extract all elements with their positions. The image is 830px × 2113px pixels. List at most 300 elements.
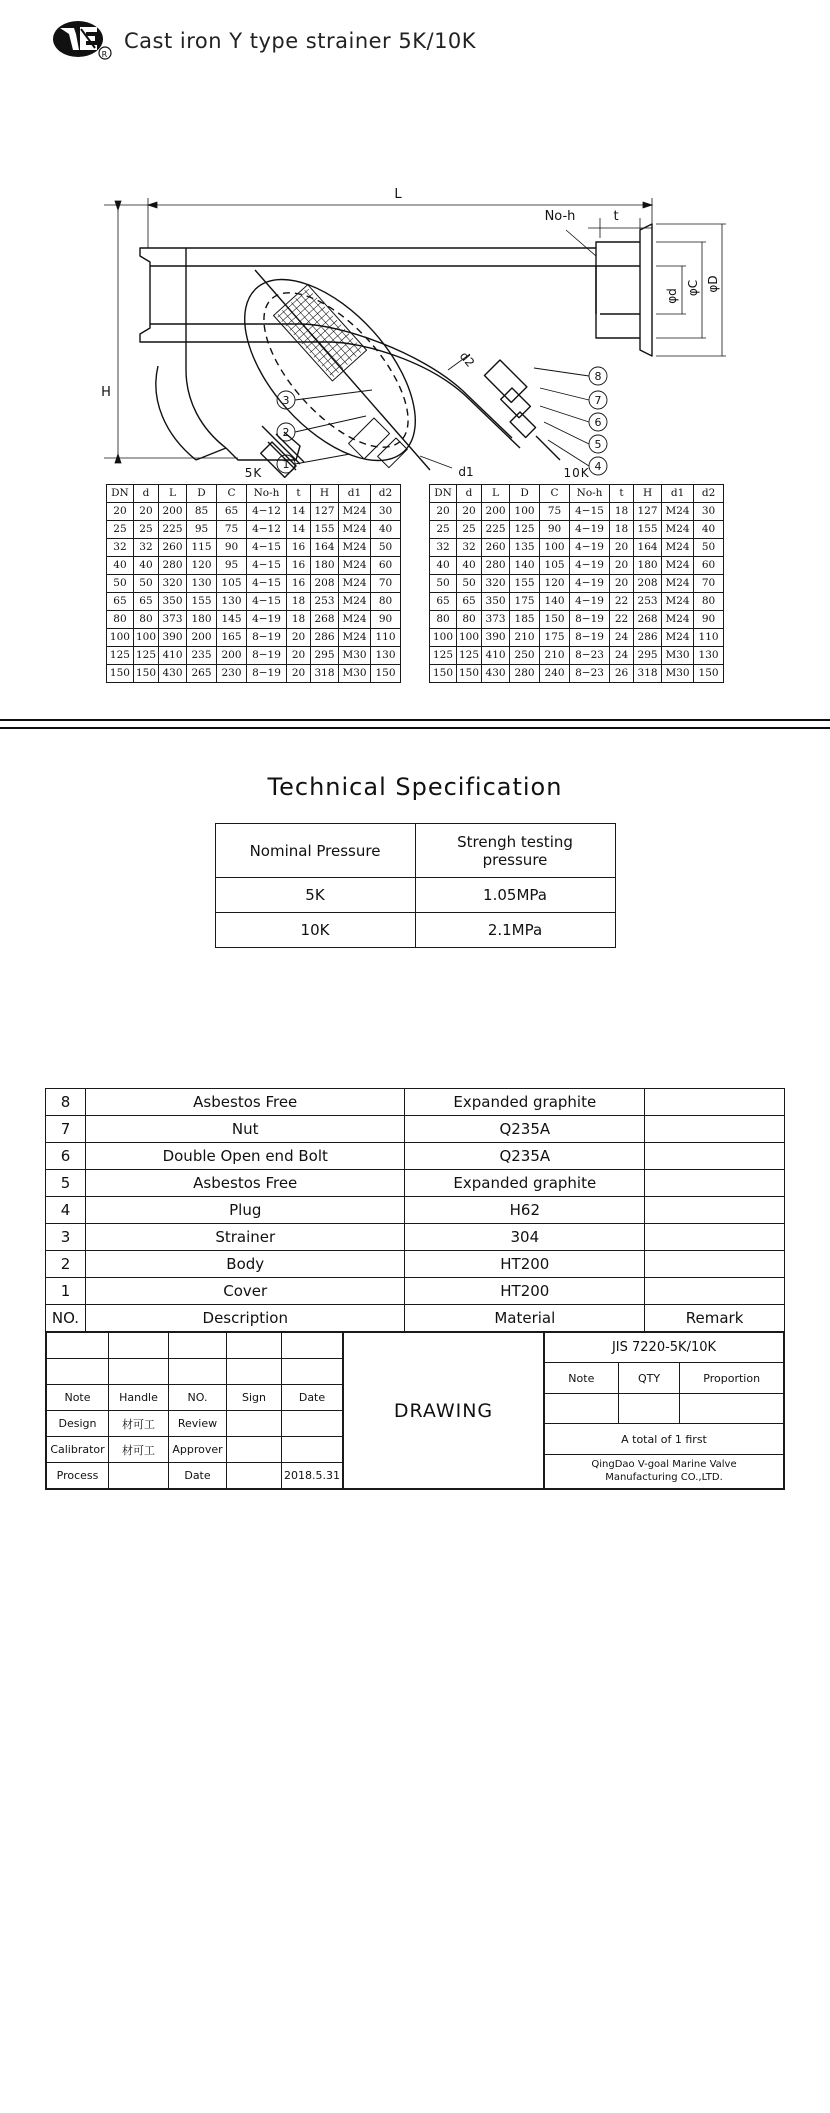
company-line-1: QingDao V-goal Marine Valve <box>591 1459 737 1471</box>
cell: 26 <box>610 665 634 683</box>
cell: 100 <box>457 629 482 647</box>
cell: 32 <box>430 539 457 557</box>
cell: 100 <box>106 629 133 647</box>
table-row <box>430 629 724 647</box>
col-header: No-h <box>570 485 610 503</box>
cell: 135 <box>510 539 540 557</box>
tb-right-header-proportion: Proportion <box>680 1363 784 1393</box>
col-header: C <box>217 485 247 503</box>
tb-right-header-qty: QTY <box>618 1363 680 1393</box>
cell: 253 <box>634 593 662 611</box>
cell: 4−12 <box>247 503 287 521</box>
svg-text:2: 2 <box>282 426 290 439</box>
tb-right-blank-row <box>545 1393 784 1423</box>
cell: 265 <box>187 665 217 683</box>
cell: 280 <box>159 557 187 575</box>
cell: 4−19 <box>247 611 287 629</box>
tb-handle: 材可工 <box>109 1411 169 1437</box>
svg-text:No-h: No-h <box>544 209 576 224</box>
cell: 18 <box>610 503 634 521</box>
bom-header-row <box>46 1305 785 1332</box>
cell: 140 <box>540 593 570 611</box>
cell: 155 <box>634 521 662 539</box>
svg-text:φC: φC <box>686 279 700 297</box>
cell: M24 <box>339 539 371 557</box>
cell: 80 <box>371 593 401 611</box>
cell: 4−19 <box>570 575 610 593</box>
bom-remark <box>645 1224 785 1251</box>
cell: M24 <box>662 521 694 539</box>
tb-col-header-sign: Sign <box>227 1385 282 1411</box>
cell: 80 <box>133 611 158 629</box>
tb-blank-cell <box>47 1333 109 1359</box>
cell: 50 <box>371 539 401 557</box>
cell: 373 <box>482 611 510 629</box>
cell: 20 <box>287 665 311 683</box>
cell: 4−19 <box>570 521 610 539</box>
cell: M24 <box>339 593 371 611</box>
cell: 200 <box>482 503 510 521</box>
cell: 95 <box>217 557 247 575</box>
col-header: d <box>133 485 158 503</box>
cell: 16 <box>287 539 311 557</box>
cell: 8−23 <box>570 665 610 683</box>
tb-col-header-date: Date <box>282 1385 343 1411</box>
cell: 100 <box>430 629 457 647</box>
cell: 373 <box>159 611 187 629</box>
page-title: Cast iron Y type strainer 5K/10K <box>124 29 477 53</box>
bom-row <box>46 1089 785 1116</box>
cell: 150 <box>540 611 570 629</box>
bom-row <box>46 1143 785 1170</box>
cell: M24 <box>662 629 694 647</box>
bom-row <box>46 1197 785 1224</box>
dimension-table-10k <box>429 466 724 683</box>
cell: M24 <box>662 611 694 629</box>
bom-remark <box>645 1197 785 1224</box>
cell: 18 <box>287 611 311 629</box>
tb-total-row <box>545 1424 784 1454</box>
cell: 40 <box>694 521 724 539</box>
cell: 268 <box>634 611 662 629</box>
cell: 100 <box>540 539 570 557</box>
bom-material: HT200 <box>405 1251 645 1278</box>
cell: 110 <box>694 629 724 647</box>
cell: 127 <box>634 503 662 521</box>
table-row <box>430 593 724 611</box>
cell: 65 <box>217 503 247 521</box>
tb-col-header-handle: Handle <box>109 1385 169 1411</box>
cell: M24 <box>662 593 694 611</box>
cell: M30 <box>662 665 694 683</box>
cell: 22 <box>610 611 634 629</box>
cell: 65 <box>430 593 457 611</box>
svg-text:H: H <box>101 385 111 400</box>
cell: 40 <box>371 521 401 539</box>
cell: 20 <box>106 503 133 521</box>
spec-header-row <box>215 824 615 878</box>
cell: 105 <box>540 557 570 575</box>
cell: 225 <box>159 521 187 539</box>
cell: 125 <box>510 521 540 539</box>
cell: 210 <box>540 647 570 665</box>
spec-cell: 5K <box>215 878 415 913</box>
page-header <box>0 0 830 70</box>
cell: 4−15 <box>247 575 287 593</box>
cell: 150 <box>694 665 724 683</box>
tb-row-process <box>47 1463 343 1489</box>
svg-text:1: 1 <box>282 458 290 471</box>
cell: M24 <box>339 611 371 629</box>
svg-text:φd: φd <box>665 288 679 304</box>
cell: 164 <box>634 539 662 557</box>
bill-of-materials-section <box>0 948 830 1490</box>
cell: 25 <box>106 521 133 539</box>
title-block <box>45 1332 785 1490</box>
cell: 390 <box>482 629 510 647</box>
cell: 90 <box>694 611 724 629</box>
cell: 155 <box>187 593 217 611</box>
cell: 18 <box>287 593 311 611</box>
bom-col-header: Description <box>85 1305 405 1332</box>
bom-no: 1 <box>46 1278 86 1305</box>
cell: M24 <box>662 557 694 575</box>
cell: 125 <box>133 647 158 665</box>
tb-role-label: Design <box>47 1411 109 1437</box>
tb-sign <box>227 1411 282 1437</box>
cell: 40 <box>430 557 457 575</box>
cell: 130 <box>217 593 247 611</box>
cell: 65 <box>106 593 133 611</box>
cell: 260 <box>159 539 187 557</box>
tb-blank-row <box>47 1359 343 1385</box>
bom-row <box>46 1278 785 1305</box>
cell: 8−19 <box>570 611 610 629</box>
cell: M30 <box>339 647 371 665</box>
bom-no: 4 <box>46 1197 86 1224</box>
cell: 225 <box>482 521 510 539</box>
bom-row <box>46 1170 785 1197</box>
section-divider-top <box>0 719 830 721</box>
cell: 350 <box>482 593 510 611</box>
cell: 25 <box>133 521 158 539</box>
cell: 50 <box>106 575 133 593</box>
svg-text:φD: φD <box>706 275 720 293</box>
cell: 4−15 <box>570 503 610 521</box>
cell: 110 <box>371 629 401 647</box>
col-header: d2 <box>371 485 401 503</box>
table-row <box>106 539 400 557</box>
cell: 115 <box>187 539 217 557</box>
cell: 8−19 <box>247 629 287 647</box>
tb-right-blank-cell <box>545 1393 619 1423</box>
cell: 25 <box>430 521 457 539</box>
bom-material: Expanded graphite <box>405 1089 645 1116</box>
cell: 295 <box>311 647 339 665</box>
table-header-row <box>106 485 400 503</box>
tb-date <box>282 1437 343 1463</box>
cell: 16 <box>287 557 311 575</box>
cell: 4−15 <box>247 557 287 575</box>
cell: 155 <box>311 521 339 539</box>
drawing-label: DRAWING <box>343 1332 544 1489</box>
cell: 230 <box>217 665 247 683</box>
col-header: d <box>457 485 482 503</box>
svg-text:R: R <box>101 50 108 59</box>
cell: 280 <box>510 665 540 683</box>
cell: M24 <box>339 575 371 593</box>
cell: 40 <box>457 557 482 575</box>
cell: 253 <box>311 593 339 611</box>
tb-role-secondary: Approver <box>169 1437 227 1463</box>
tb-sign <box>227 1437 282 1463</box>
cell: 208 <box>634 575 662 593</box>
svg-text:L: L <box>394 187 402 202</box>
cell: 14 <box>287 503 311 521</box>
tb-role-secondary: Date <box>169 1463 227 1489</box>
cell: 24 <box>610 647 634 665</box>
cell: 20 <box>457 503 482 521</box>
cell: 20 <box>430 503 457 521</box>
tb-standard-row <box>545 1333 784 1363</box>
cell: 32 <box>106 539 133 557</box>
table-header-row <box>430 485 724 503</box>
title-block-standard <box>544 1332 784 1489</box>
col-header: H <box>311 485 339 503</box>
cell: 90 <box>371 611 401 629</box>
bom-table <box>45 1088 785 1332</box>
col-header: L <box>482 485 510 503</box>
table-row <box>106 503 400 521</box>
bom-material: HT200 <box>405 1278 645 1305</box>
table-caption-5k: 5K <box>244 466 263 480</box>
cell: 320 <box>159 575 187 593</box>
tb-right-header-row <box>545 1363 784 1393</box>
col-header: L <box>159 485 187 503</box>
bom-description: Double Open end Bolt <box>85 1143 405 1170</box>
table-row <box>430 557 724 575</box>
cell: 80 <box>106 611 133 629</box>
tb-right-blank-cell <box>618 1393 680 1423</box>
bom-remark <box>645 1089 785 1116</box>
bom-description: Asbestos Free <box>85 1089 405 1116</box>
col-header: DN <box>430 485 457 503</box>
svg-text:7: 7 <box>594 394 602 407</box>
cell: 4−19 <box>570 539 610 557</box>
bom-material: Q235A <box>405 1143 645 1170</box>
bom-description: Plug <box>85 1197 405 1224</box>
cell: 90 <box>217 539 247 557</box>
cell: 150 <box>371 665 401 683</box>
cell: 150 <box>106 665 133 683</box>
cell: 410 <box>482 647 510 665</box>
cell: 286 <box>311 629 339 647</box>
bom-row <box>46 1251 785 1278</box>
cell: 145 <box>217 611 247 629</box>
cell: 50 <box>133 575 158 593</box>
col-header: D <box>187 485 217 503</box>
cell: 260 <box>482 539 510 557</box>
spec-cell: 1.05MPa <box>415 878 615 913</box>
bom-material: 304 <box>405 1224 645 1251</box>
cell: 140 <box>510 557 540 575</box>
cell: 8−19 <box>247 665 287 683</box>
col-header: d1 <box>339 485 371 503</box>
cell: 14 <box>287 521 311 539</box>
svg-text:t: t <box>613 209 619 224</box>
col-header: d1 <box>662 485 694 503</box>
cell: 8−19 <box>570 629 610 647</box>
cell: 70 <box>371 575 401 593</box>
cell: 175 <box>540 629 570 647</box>
tb-blank-cell <box>282 1359 343 1385</box>
tb-blank-row <box>47 1333 343 1359</box>
cell: 200 <box>159 503 187 521</box>
spec-col-header: Strengh testing pressure <box>415 824 615 878</box>
table-row <box>430 611 724 629</box>
col-header: D <box>510 485 540 503</box>
cell: 250 <box>510 647 540 665</box>
cell: 318 <box>311 665 339 683</box>
bom-no: 5 <box>46 1170 86 1197</box>
svg-text:d1: d1 <box>458 465 474 479</box>
cell: 100 <box>133 629 158 647</box>
cell: 32 <box>133 539 158 557</box>
cell: 8−19 <box>247 647 287 665</box>
table-row <box>430 521 724 539</box>
col-header: d2 <box>694 485 724 503</box>
cell: M24 <box>339 629 371 647</box>
svg-text:8: 8 <box>594 370 602 383</box>
cell: 20 <box>610 539 634 557</box>
bom-description: Cover <box>85 1278 405 1305</box>
cell: 390 <box>159 629 187 647</box>
cell: 295 <box>634 647 662 665</box>
cell: 50 <box>430 575 457 593</box>
cell: 85 <box>187 503 217 521</box>
cell: 4−15 <box>247 539 287 557</box>
col-header: No-h <box>247 485 287 503</box>
cell: 200 <box>187 629 217 647</box>
svg-text:4: 4 <box>594 460 602 473</box>
cell: 50 <box>694 539 724 557</box>
col-header: H <box>634 485 662 503</box>
tb-role-secondary: Review <box>169 1411 227 1437</box>
col-header: t <box>287 485 311 503</box>
cell: 95 <box>187 521 217 539</box>
cell: 185 <box>510 611 540 629</box>
cell: 130 <box>371 647 401 665</box>
cell: 60 <box>694 557 724 575</box>
tb-blank-cell <box>169 1359 227 1385</box>
cell: 150 <box>457 665 482 683</box>
cell: 8−23 <box>570 647 610 665</box>
cell: 130 <box>694 647 724 665</box>
cell: M24 <box>339 521 371 539</box>
cell: 90 <box>540 521 570 539</box>
bom-no: 8 <box>46 1089 86 1116</box>
cell: M24 <box>339 557 371 575</box>
tb-handle <box>109 1463 169 1489</box>
bom-material: Q235A <box>405 1116 645 1143</box>
table-row <box>430 665 724 683</box>
cell: 125 <box>430 647 457 665</box>
cell: 350 <box>159 593 187 611</box>
cell: 318 <box>634 665 662 683</box>
cell: 65 <box>457 593 482 611</box>
svg-text:6: 6 <box>594 416 602 429</box>
tb-sign <box>227 1463 282 1489</box>
table-row <box>106 521 400 539</box>
table-row <box>430 503 724 521</box>
cell: 20 <box>610 557 634 575</box>
cell: 4−12 <box>247 521 287 539</box>
cell: 268 <box>311 611 339 629</box>
cell: 20 <box>287 629 311 647</box>
cell: M24 <box>662 503 694 521</box>
company-line-2: Manufacturing CO.,LTD. <box>605 1472 723 1484</box>
bom-row <box>46 1224 785 1251</box>
tb-blank-cell <box>227 1333 282 1359</box>
bom-description: Body <box>85 1251 405 1278</box>
spec-table <box>215 823 616 948</box>
table-row <box>430 647 724 665</box>
cell: 16 <box>287 575 311 593</box>
cell: 4−19 <box>570 557 610 575</box>
cell: 320 <box>482 575 510 593</box>
cell: M24 <box>662 539 694 557</box>
standard-code: JIS 7220-5K/10K <box>545 1333 784 1363</box>
tb-right-blank-cell <box>680 1393 784 1423</box>
cell: 30 <box>694 503 724 521</box>
bom-description: Asbestos Free <box>85 1170 405 1197</box>
svg-text:5: 5 <box>594 438 602 451</box>
cell: 286 <box>634 629 662 647</box>
bom-no: 2 <box>46 1251 86 1278</box>
table-row <box>106 593 400 611</box>
tb-blank-cell <box>282 1333 343 1359</box>
bom-no: 6 <box>46 1143 86 1170</box>
tb-blank-cell <box>109 1333 169 1359</box>
cell: 130 <box>187 575 217 593</box>
spec-row <box>215 878 615 913</box>
cell: 150 <box>430 665 457 683</box>
cell: 240 <box>540 665 570 683</box>
svg-text:d2: d2 <box>456 349 478 370</box>
spec-col-header: Nominal Pressure <box>215 824 415 878</box>
spec-row <box>215 913 615 948</box>
cell: 100 <box>510 503 540 521</box>
cell: 155 <box>510 575 540 593</box>
table-row <box>106 575 400 593</box>
table-row <box>430 575 724 593</box>
cell: 18 <box>610 521 634 539</box>
cell: 105 <box>217 575 247 593</box>
col-header: DN <box>106 485 133 503</box>
tb-row-design <box>47 1411 343 1437</box>
tb-date: 2018.5.31 <box>282 1463 343 1489</box>
bom-col-header: NO. <box>46 1305 86 1332</box>
table-row <box>106 557 400 575</box>
cell: 4−19 <box>570 593 610 611</box>
cell: 410 <box>159 647 187 665</box>
company-name <box>545 1454 784 1488</box>
bom-remark <box>645 1116 785 1143</box>
bom-remark <box>645 1143 785 1170</box>
cell: 22 <box>610 593 634 611</box>
table-caption-10k: 10K <box>563 466 590 480</box>
total-sheets: A total of 1 first <box>545 1424 784 1454</box>
